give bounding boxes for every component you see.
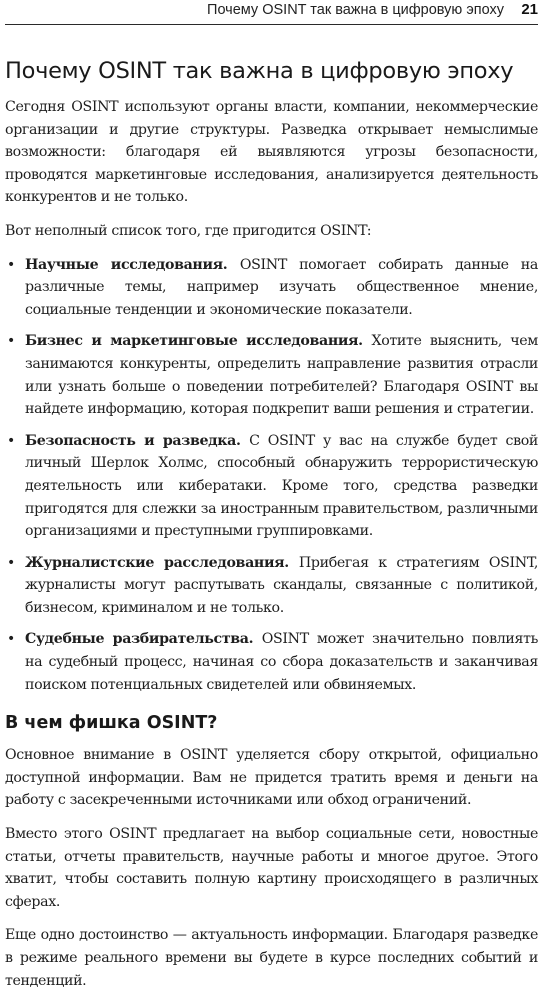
list-item — [5, 552, 538, 620]
list-item-term: Журналистские расследования. — [25, 554, 299, 571]
bullet-icon: • — [7, 432, 15, 449]
page-body — [5, 55, 538, 1003]
bullet-icon: • — [7, 554, 15, 571]
list-item-term: Судебные разбирательства. — [25, 631, 262, 648]
running-head — [5, 0, 538, 25]
paragraph-intro: Сегодня OSINT используют органы власти, компании, некоммерческие организации и другие структуры. Разведка открывает немыслимые возможности: благодаря ей выявляются угрозы безопасности, проводятся маркетинговые исследования, анализируется деятельность конкурентов и не только. — [5, 99, 538, 206]
use-case-list — [5, 254, 538, 697]
bullet-icon: • — [7, 256, 15, 273]
bullet-icon: • — [7, 333, 15, 350]
list-item — [5, 254, 538, 322]
running-head-title: Почему OSINT так важна в цифровую эпоху — [207, 2, 504, 18]
list-item-term: Бизнес и маркетинговые исследования. — [25, 333, 372, 350]
section-heading: Почему OSINT так важна в цифровую эпоху — [5, 58, 514, 84]
list-item-term: Научные исследования. — [25, 256, 240, 273]
list-item-text: OSINT может значительно повлиять на судебный процесс, начиная со сбора доказательств и заканчивая поиском потенциальных свидетелей или обвиняемых. — [25, 631, 538, 693]
page-number: 21 — [521, 1, 538, 18]
paragraph-list-intro: Вот неполный список того, где пригодится OSINT: — [5, 222, 372, 239]
list-item-text: OSINT помогает собирать данные на различные темы, например изучать общественное мнение, социальные тенденции и экономические показатели. — [25, 256, 538, 318]
list-item — [5, 330, 538, 420]
list-item — [5, 628, 538, 696]
list-item-text: Прибегая к стратегиям OSINT, журналисты могут распутывать скандалы, связанные с политикой, бизнесом, криминалом и не только. — [25, 554, 539, 616]
bullet-icon: • — [7, 631, 15, 648]
paragraph: Еще одно достоинство — актуальность информации. Благодаря разведке в режиме реального времени вы будете в курсе последних событий и тенденций. — [5, 927, 538, 989]
paragraph: Основное внимание в OSINT уделяется сбору открытой, официально доступной информации. Вам не придется тратить время и деньги на работу с засекреченными источниками или обход ограничений. — [5, 747, 538, 809]
list-item — [5, 430, 538, 543]
list-item-term: Безопасность и разведка. — [25, 432, 250, 449]
list-item-text: С OSINT у вас на службе будет свой личный Шерлок Холмс, способный обнаружить террористическую деятельность или кибератаки. Кроме того, средства разведки пригодятся для слежки за иностранным правительством, различными организациями и преступными группировками. — [25, 432, 538, 540]
subsection-heading: В чем фишка OSINT? — [5, 713, 218, 734]
paragraph: Вместо этого OSINT предлагает на выбор социальные сети, новостные статьи, отчеты правительств, научные работы и многое другое. Этого хватит, чтобы составить полную картину происходящего в различных сферах. — [5, 826, 538, 910]
list-item-text: Хотите выяснить, чем занимаются конкуренты, определить направление развития отрасли или узнать больше о поведении потребителей? Благодаря OSINT вы найдете информацию, которая подкрепит ваши решения и стратегии. — [25, 333, 538, 418]
